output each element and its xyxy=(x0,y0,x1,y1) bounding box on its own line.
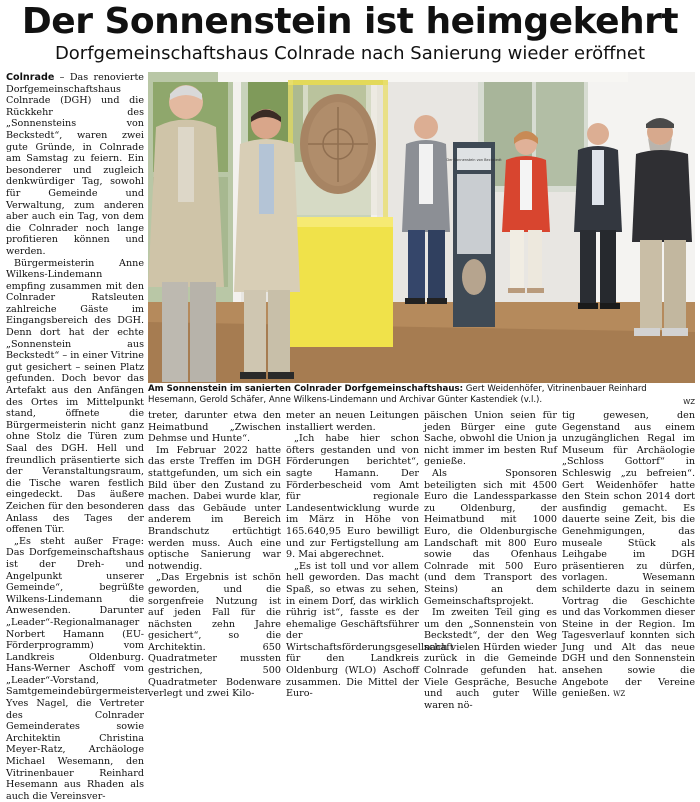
article-photo xyxy=(148,72,695,383)
paragraph: Als Sponsoren beteiligten sich mit 4500 Euro die Landessparkasse zu Oldenburg, der Heimatbund mit 1000 Euro, die Oldenburgische Landschaft mit 800 Euro sowie das Ofenhaus Colnrade mit 500 Euro (und dem Transport des Steins) an dem Gemeinschaftsprojekt. xyxy=(424,467,557,607)
article-column-5 xyxy=(562,410,695,700)
paragraph: Im Februar 2022 hatte das erste Treffen im DGH stattgefunden, um sich ein Bild über den Zustand zu machen. Dabei wurde klar, dass das Gebäude unter anderem im Bereich Brandschutz ertüchtigt werden muss. Auch eine optische Sanierung war notwendig. xyxy=(148,444,281,572)
paragraph: meter an neuen Leitungen installiert werden. xyxy=(286,410,419,433)
headline: Der Sonnenstein ist heimgekehrt xyxy=(21,1,679,42)
dateline: Colnrade xyxy=(6,72,55,83)
paragraph: „Ich habe hier schon öfters gestanden und von Förderungen berichtet“, sagte Hamann. Der Förderbescheid vom Amt für regionale Landesentwicklung wurde im März in Höhe von 165.640,95 Euro bewilligt und zur Fertigstellung am 9. Mai abgerechnet. xyxy=(286,433,419,561)
info-stand-label: Der Sonnenstein von Beckstedt xyxy=(446,158,502,162)
caption-lead: Am Sonnenstein im sanierten Colnrader Dorfgemeinschaftshaus: xyxy=(148,384,464,394)
subheadline: Dorfgemeinschaftshaus Colnrade nach Sanierung wieder eröffnet xyxy=(54,43,646,64)
paragraph: „Es steht außer Frage: Das Dorfgemeinschaftshaus ist der Dreh- und Angelpunkt unserer Gemeinde“, begrüßte Wilkens-Lindemann die Anwesenden. Darunter „Leader“-Regionalmanager Norbert Hamann (EU-Förderprogramm) vom Landkreis Oldenburg. Hans-Werner Aschoff vom „Leader“-Vorstand, Samtgemeindebürgermeister Yves Nagel, die Vertreter des Colnrader Gemeinderates sowie Architektin Christina Meyer-Ratz, Archäologe Michael Wesemann, den Vitrinenbauer Reinhard Hesemann aus Rhaden als auch die Vereinsver- xyxy=(6,535,150,802)
author-signoff: WZ xyxy=(613,690,626,699)
article-column-2 xyxy=(148,410,281,700)
paragraph: „Es ist toll und vor allem hell geworden. Das macht Spaß, so etwas zu sehen, in einem Dorf, das wirklich rührig ist“, fasste es der ehemalige Geschäftsführer der Wirtschaftsförderungsgesellschaft für den Landkreis Oldenburg (WLO) Aschoff zusammen. Die Mittel der Euro- xyxy=(286,560,454,700)
paragraph: päischen Union seien für jeden Bürger eine gute Sache, obwohl die Union ja nicht immer im besten Ruf genieße. xyxy=(424,410,557,468)
paragraph: Im zweiten Teil ging es um den „Sonnenstein von Beckstedt“, der den Weg nach vielen Hürden wieder zurück in die Gemeinde Colnrade gefunden hat. Viele Gespräche, Besuche und auch guter Wille waren nö- xyxy=(424,607,557,711)
photo-caption xyxy=(148,384,695,408)
photo-credit: WZ xyxy=(683,398,695,406)
paragraph: Colnrade – Das renovierte Dorfgemeinschaftshaus Colnrade (DGH) und die Rückkehr des „Sonnensteins von Beckstedt“, waren zwei gute Gründe, in Colnrade am Samstag zu feiern. Ein besonderer und zugleich denkwürdiger Tag, sowohl für Gemeinde und Verwaltung, zum anderen aber auch ein Tag, von dem die Colnrader noch lange profitieren können und werden. xyxy=(6,72,144,257)
article-column-4 xyxy=(424,410,557,711)
paragraph: tig gewesen, den Gegenstand aus einem unzugänglichen Regal im Museum für Archäologie „Schloss Gottorf“ in Schleswig „zu befreien“. Gert Weidenhöfer hatte den Stein schon 2014 dort ausfindig gemacht. Es dauerte seine Zeit, bis die Genehmigungen, das museale Stück als Leihgabe im DGH präsentieren zu dürfen, vorlagen. Wesemann schilderte dazu in seinem Vortrag die Geschichte und das Vorkommen dieser Steine in der Region. Im Tagesverlauf konnten sich Jung und Alt das neue DGH und den Sonnenstein ansehen sowie die Angebote der Vereine genießen. WZ xyxy=(562,410,695,700)
article-column-1 xyxy=(6,72,150,802)
paragraph: Bürgermeisterin Anne Wilkens-Lindemann empfing zusammen mit den Colnrader Ratsleuten zahlreiche Gäste im Eingangsbereich des DGH. Denn dort hat der echte „Sonnenstein aus Beckstedt“ – in einer Vitrine gut gesichert – seinen Platz gefunden. Doch bevor das Artefakt aus den Anfängen des Ortes im Mittelpunkt stand, öffnete die Bürgermeisterin nicht ganz ohne Stolz die Türen zum Saal des DGH. Hell und freundlich präsentierte sich der Veranstaltungsraum, die Tische waren festlich eingedeckt. Das äußere Zeichen für den besonderen Anlass des Tages der offenen Tür. xyxy=(6,257,144,536)
paragraph: treter, darunter etwa den Heimatbund „Zwischen Dehmse und Hunte“. xyxy=(148,410,281,445)
paragraph: „Das Ergebnis ist schön geworden, und die sorgenfreie Nutzung ist auf jeden Fall für die nächsten zehn Jahre gesichert“, so die Architektin. 650 Quadratmeter mussten gestrichen, 500 Quadratmeter Bodenware verlegt und zwei Kilo- xyxy=(148,572,281,700)
article-column-3 xyxy=(286,410,454,700)
caption-text: Gert Weidenhöfer, Vitrinenbauer Reinhard Hesemann, Gerold Schäfer, Anne Wilkens-Lindemann und Archivar Günter Kastendiek (v.l.). xyxy=(148,384,647,405)
